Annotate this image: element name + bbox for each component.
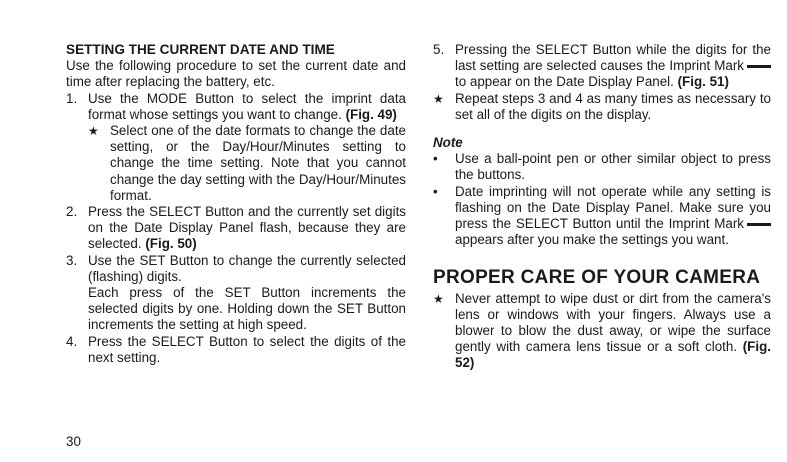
step-4 [66,334,406,366]
step-number: 3. [66,252,78,268]
bullet-icon: • [433,151,438,167]
step-1 [66,91,406,123]
care-item [433,291,771,372]
star-icon: ★ [433,291,444,306]
page-number: 30 [66,434,81,449]
care-text: Never attempt to wipe dust or dirt from the camera's lens or windows with your fingers. Always use a blower to blow the dust away, or wipe the surface gently with camera lens tissue or a soft cloth. [455,290,771,355]
repeat-text: Repeat steps 3 and 4 as many times as necessary to set all of the digits on the display. [455,90,771,122]
step-number: 1. [66,90,78,106]
star-icon: ★ [433,91,444,106]
step-number: 5. [433,42,445,57]
section-heading: SETTING THE CURRENT DATE AND TIME [66,42,335,57]
note-text: Select one of the date formats to change the date setting, or the Day/Hour/Minutes setting to change the time setting. Note that you cannot change the day setting with the Day/Hour/Minutes format. [110,123,406,203]
care-heading: PROPER CARE OF YOUR CAMERA [433,267,761,289]
step-text: Use the SET Button to change the currently selected (flashing) digits. [88,252,406,284]
step-text: Pressing the SELECT Button while the digits for the last setting are selected causes the Imprint Mark [455,42,771,74]
note-item [433,151,771,183]
figure-reference: (Fig. 52) [455,339,771,371]
step-text: Press the SELECT Button and the currently set digits on the Date Display Panel flash, because they are selected. [88,204,406,252]
figure-reference: (Fig. 50) [145,236,197,252]
imprint-mark-icon [747,223,771,226]
step-2 [66,204,406,253]
bullet-icon: • [433,183,438,199]
step-number: 4. [66,333,78,349]
left-column [66,42,406,366]
step-3 [66,253,406,285]
step-text-continued: to appear on the Date Display Panel. [455,74,674,90]
figure-reference: (Fig. 49) [345,106,397,122]
note-heading: Note [433,135,463,151]
step-number: 2. [66,204,78,220]
intro-paragraph: Use the following procedure to set the current date and time after replacing the battery, etc. [66,58,406,90]
step-3-continuation: Each press of the SET Button increments the selected digits by one. Holding down the SET Button increments the setting at high speed. [88,285,406,333]
note-text-continued: appears after you make the settings you want. [455,232,729,248]
note-item [433,184,771,249]
step-text: Use the MODE Button to select the imprint data format whose settings you want to change. [88,90,406,122]
step-1-note [66,123,406,204]
note-text: Date imprinting will not operate while any setting is flashing on the Date Display Panel. Make sure you press the SELECT Button until the Imprint Mark [455,183,771,232]
imprint-mark-icon [747,65,771,68]
repeat-note [433,91,771,123]
right-column [433,42,771,372]
figure-reference: (Fig. 51) [677,74,729,90]
step-5 [433,42,771,91]
star-icon: ★ [88,124,99,139]
note-text: Use a ball-point pen or other similar object to press the buttons. [455,151,771,183]
step-text: Press the SELECT Button to select the digits of the next setting. [88,333,406,365]
